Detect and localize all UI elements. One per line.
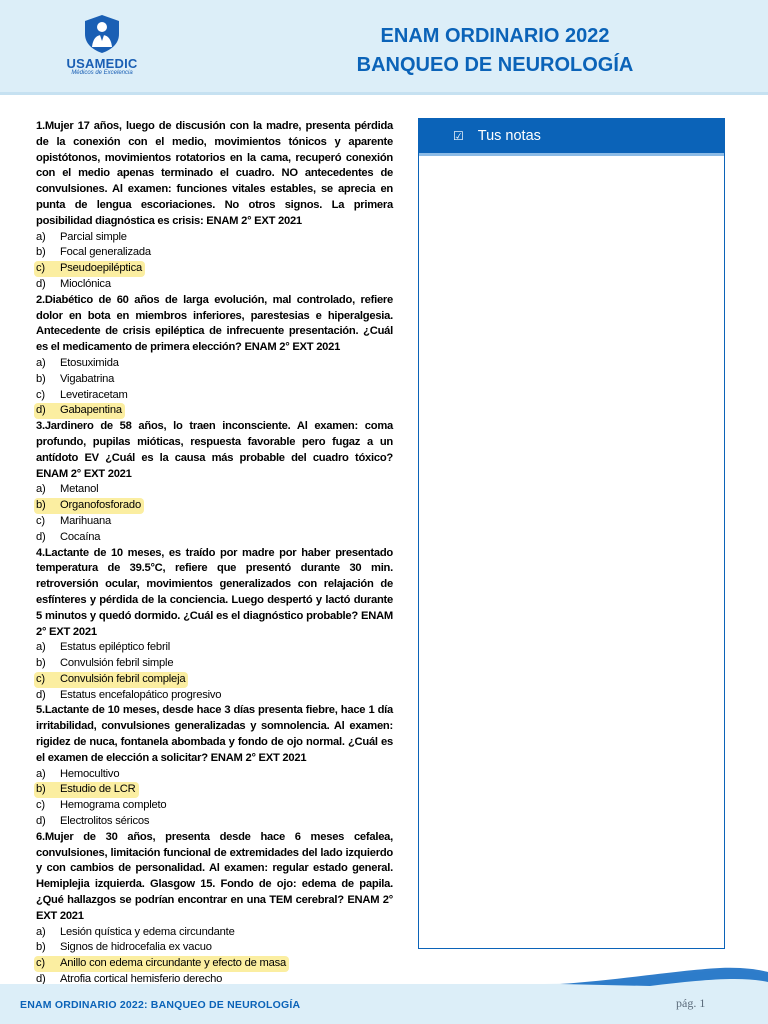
answer-option [36,372,393,388]
answer-option [36,230,393,246]
option-text: Organofosforado [60,499,141,512]
option-text: Gabapentina [60,404,122,417]
answer-option [36,940,393,956]
option-text: Hemograma completo [60,799,167,812]
notes-title: Tus notas [477,128,541,144]
logo-tagline: Médicos de Excelencia [71,70,133,76]
option-letter: a) [36,767,46,780]
option-text: Convulsión febril compleja [60,672,186,685]
option-letter: a) [36,230,46,243]
option-text: Estatus epiléptico febril [60,641,171,654]
answer-option [36,798,393,814]
option-letter: d) [36,973,46,986]
option-letter: b) [36,372,46,385]
footer-title: ENAM ORDINARIO 2022: BANQUEO DE NEUROLOGÍA [20,999,301,1011]
option-letter: b) [36,499,46,512]
option-letter: c) [36,388,45,401]
answer-option [36,656,393,672]
option-text: Pseudoepiléptica [60,262,143,275]
option-letter: b) [36,657,46,670]
option-text: Focal generalizada [60,246,151,259]
footer-wave [0,960,768,1024]
answer-option [36,814,393,830]
option-letter: d) [36,815,46,828]
answer-option [36,530,393,546]
page-number: pág. 1 [676,996,706,1010]
notes-panel [418,118,725,949]
doctor-shield-icon [83,14,121,54]
option-text: Convulsión febril simple [60,657,174,670]
question-block [36,119,393,293]
answer-option-correct [36,261,393,277]
answer-option [36,767,393,783]
option-letter: d) [36,530,46,543]
option-letter: b) [36,783,46,796]
option-letter: b) [36,246,46,259]
answer-option [36,925,393,941]
option-text: Mioclónica [60,277,111,290]
question-stem: 2.Diabético de 60 años de larga evolución, mal controlado, refiere dolor en bota en miembros inferiores, parestesias e hiperalgesia. Antecedente de crisis epiléptica de infrecuente presentación. ¿Cuál es el medicamento de primera elección? ENAM 2° EXT 2021 [36,293,393,354]
answer-option [36,688,393,704]
option-text: Hemocultivo [60,767,120,780]
question-stem: 1.Mujer 17 años, luego de discusión con la madre, presenta pérdida de la conexión con el medio, movimientos tónicos y aparente opistótonos, movimientos rotatorios en la cama, recuperó conexión con el medio apenas terminado el cuadro. NO antecedentes de convulsiones. Al examen: funciones vitales estables, se aprecia en punta de lengua escoriaciones. No otros signos. La primera posibilidad diagnóstica es crisis: ENAM 2° EXT 2021 [36,120,393,227]
answer-option-correct [36,403,393,419]
questions-column [36,119,393,988]
question-stem: 6.Mujer de 30 años, presenta desde hace 6 meses cefalea, convulsiones, limitación funcional de extremidades del lado izquierdo y con cambios de personalidad. Al examen: regular estado general. Hemiplejia izquierda. Glasgow 15. Fondo de ojo: edema de papila. ¿Qué hallazgos se podrían encontrar en una TEM cerebral? ENAM 2° EXT 2021 [36,830,393,922]
option-text: Cocaína [60,530,101,543]
option-letter: c) [36,799,45,812]
question-block [36,293,393,419]
title-line-2: BANQUEO DE NEUROLOGÍA [356,54,634,76]
answer-option-correct [36,498,393,514]
answer-option [36,245,393,261]
option-text: Estudio de LCR [60,783,136,796]
question-stem: 4.Lactante de 10 meses, es traído por madre por haber presentado temperatura de 39.5°C, refiere que presentó durante 30 min. retroversión ocular, movimientos generalizados con relajación de esfínteres y pérdida de la conciencia. Luego despertó y lactó durante 5 minutos y quedó dormido. ¿Cuál es el diagnóstico probable? ENAM 2° EXT 2021 [36,546,393,638]
logo-name: USAMEDIC [66,56,138,71]
answer-option [36,277,393,293]
option-letter: c) [36,262,45,275]
option-letter: a) [36,483,46,496]
answer-option [36,640,393,656]
option-letter: b) [36,941,46,954]
option-text: Metanol [60,483,99,496]
option-text: Estatus encefalopático progresivo [60,688,222,701]
question-block [36,419,393,545]
option-letter: c) [36,672,45,685]
page-title [300,22,690,80]
title-line-1: ENAM ORDINARIO 2022 [380,25,610,47]
option-text: Etosuximida [60,356,119,369]
option-text: Marihuana [60,514,112,527]
option-text: Atrofia cortical hemisferio derecho [60,973,223,986]
option-text: Anillo con edema circundante y efecto de masa [60,957,287,970]
option-text: Vigabatrina [60,372,115,385]
answer-option [36,482,393,498]
option-letter: d) [36,404,46,417]
answer-option-correct [36,672,393,688]
question-stem: 3.Jardinero de 58 años, lo traen inconsciente. Al examen: coma profundo, pupilas mióticas, respuesta favorable pero fugaz a un antídoto EV ¿Cuál es la causa más probable del cuadro tóxico? ENAM 2° EXT 2021 [36,420,393,480]
option-letter: c) [36,514,45,527]
question-block [36,703,393,829]
notes-header [419,119,724,156]
checkbox-icon: ☑ [453,129,464,143]
answer-option-correct [36,782,393,798]
answer-option [36,514,393,530]
option-text: Signos de hidrocefalia ex vacuo [60,941,212,954]
option-letter: a) [36,356,46,369]
option-letter: d) [36,277,46,290]
usamedic-logo [62,14,142,92]
option-text: Parcial simple [60,230,127,243]
question-block [36,546,393,704]
option-letter: a) [36,925,46,938]
option-text: Lesión quística y edema circundante [60,925,235,938]
question-stem: 5.Lactante de 10 meses, desde hace 3 días presenta fiebre, hace 1 día irritabilidad, convulsiones generalizadas y somnolencia. Al examen: rigidez de nuca, fontanela abombada y fondo de ojo normal. ¿Cuál es el examen de elección a solicitar? ENAM 2° EXT 2021 [36,704,393,764]
answer-option [36,356,393,372]
option-letter: c) [36,957,45,970]
option-text: Electrolitos séricos [60,815,150,828]
answer-option [36,388,393,404]
option-letter: a) [36,641,46,654]
option-letter: d) [36,688,46,701]
page-header [0,0,768,95]
option-text: Levetiracetam [60,388,128,401]
